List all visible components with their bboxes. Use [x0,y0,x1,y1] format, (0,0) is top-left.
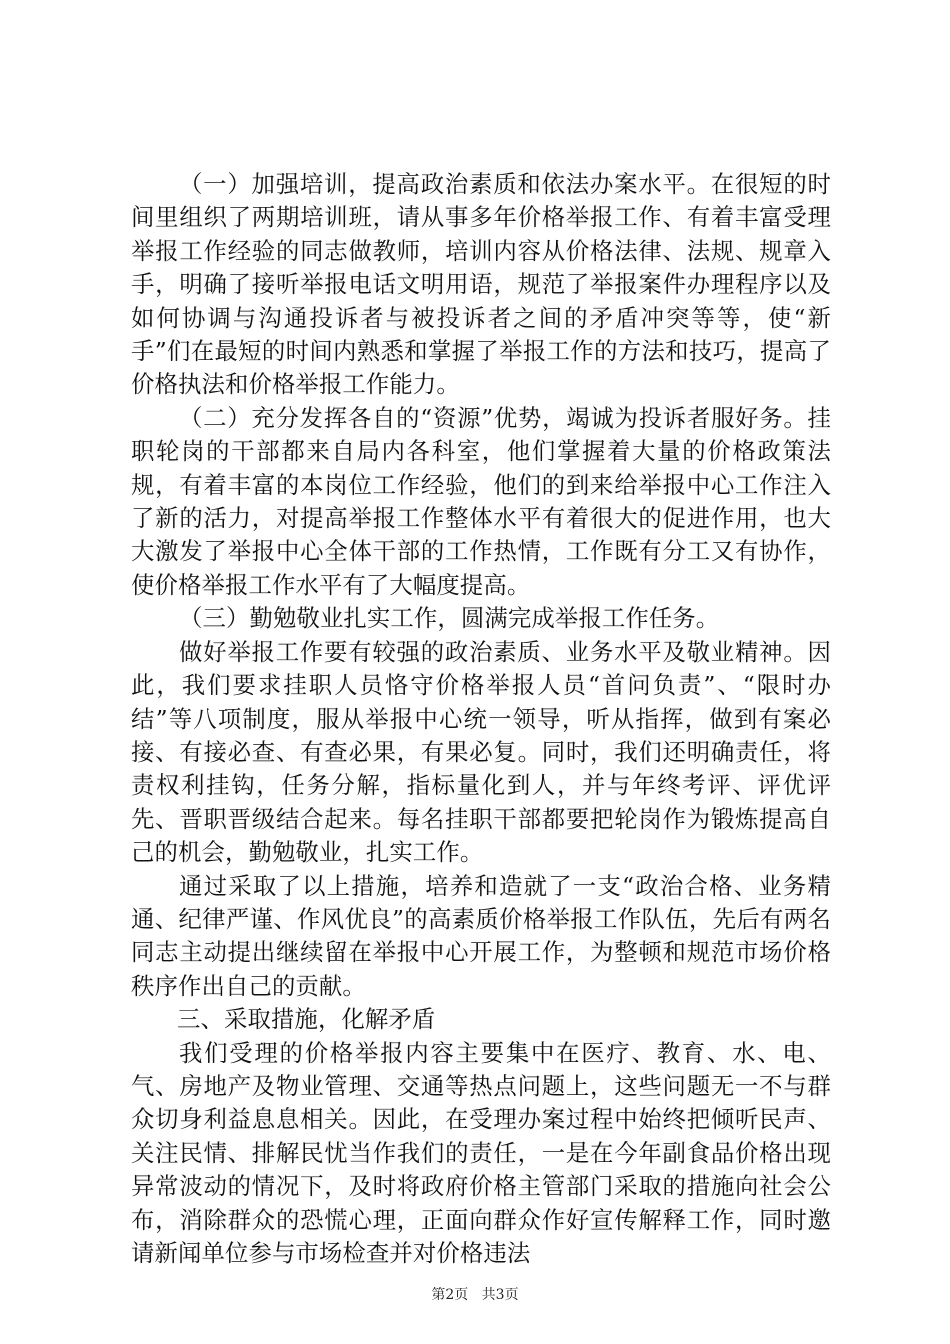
page-footer [0,1286,950,1304]
document-body [131,168,831,1270]
page-number: 第2页 [431,1287,469,1303]
paragraph-results: 通过采取了以上措施，培养和造就了一支“政治合格、业务精通、纪律严谨、作风优良”的高素质价格举报工作队伍，先后有两名同志主动提出继续留在举报中心开展工作，为整顿和规范市场价格秩序作出自己的贡献。 [131,871,831,1000]
footer-separator [473,1287,477,1303]
paragraph-resources: （二）充分发挥各自的“资源”优势，竭诚为投诉者服好务。挂职轮岗的干部都来自局内各科室，他们掌握着大量的价格政策法规，有着丰富的本岗位工作经验，他们的到来给举报中心工作注入了新的活力，对提高举报工作整体水平有着很大的促进作用，也大大激发了举报中心全体干部的工作热情，工作既有分工又有协作，使价格举报工作水平有了大幅度提高。 [131,403,831,599]
paragraph-requirements: 做好举报工作要有较强的政治素质、业务水平及敬业精神。因此，我们要求挂职人员恪守价格举报人员“首问负责”、“限时办结”等八项制度，服从举报中心统一领导，听从指挥，做到有案必接、有接必查、有查必果，有果必复。同时，我们还明确责任，将责权利挂钩，任务分解，指标量化到人，并与年终考评、评优评先、晋职晋级结合起来。每名挂职干部都要把轮岗作为锻炼提高自己的机会，勤勉敬业，扎实工作。 [131,637,831,867]
section-heading-measures: 三、采取措施，化解矛盾 [177,1005,436,1034]
paragraph-complaints: 我们受理的价格举报内容主要集中在医疗、教育、水、电、气、房地产及物业管理、交通等热点问题上，这些问题无一不与群众切身利益息息相关。因此，在受理办案过程中始终把倾听民声、关注民情、排解民忧当作我们的责任，一是在今年副食品价格出现异常波动的情况下，及时将政府价格主管部门采取的措施向社会公布，消除群众的恐慌心理，正面向群众作好宣传解释工作，同时邀请新闻单位参与市场检查并对价格违法 [131,1038,831,1267]
paragraph-diligence-heading: （三）勤勉敬业扎实工作，圆满完成举报工作任务。 [179,604,720,633]
page-total: 共3页 [481,1287,519,1303]
paragraph-training: （一）加强培训，提高政治素质和依法办案水平。在很短的时间里组织了两期培训班，请从事多年价格举报工作、有着丰富受理举报工作经验的同志做教师，培训内容从价格法律、法规、规章入手，明确了接听举报电话文明用语，规范了举报案件办理程序以及如何协调与沟通投诉者与被投诉者之间的矛盾冲突等等，使“新手”们在最短的时间内熟悉和掌握了举报工作的方法和技巧，提高了价格执法和价格举报工作能力。 [131,170,831,399]
